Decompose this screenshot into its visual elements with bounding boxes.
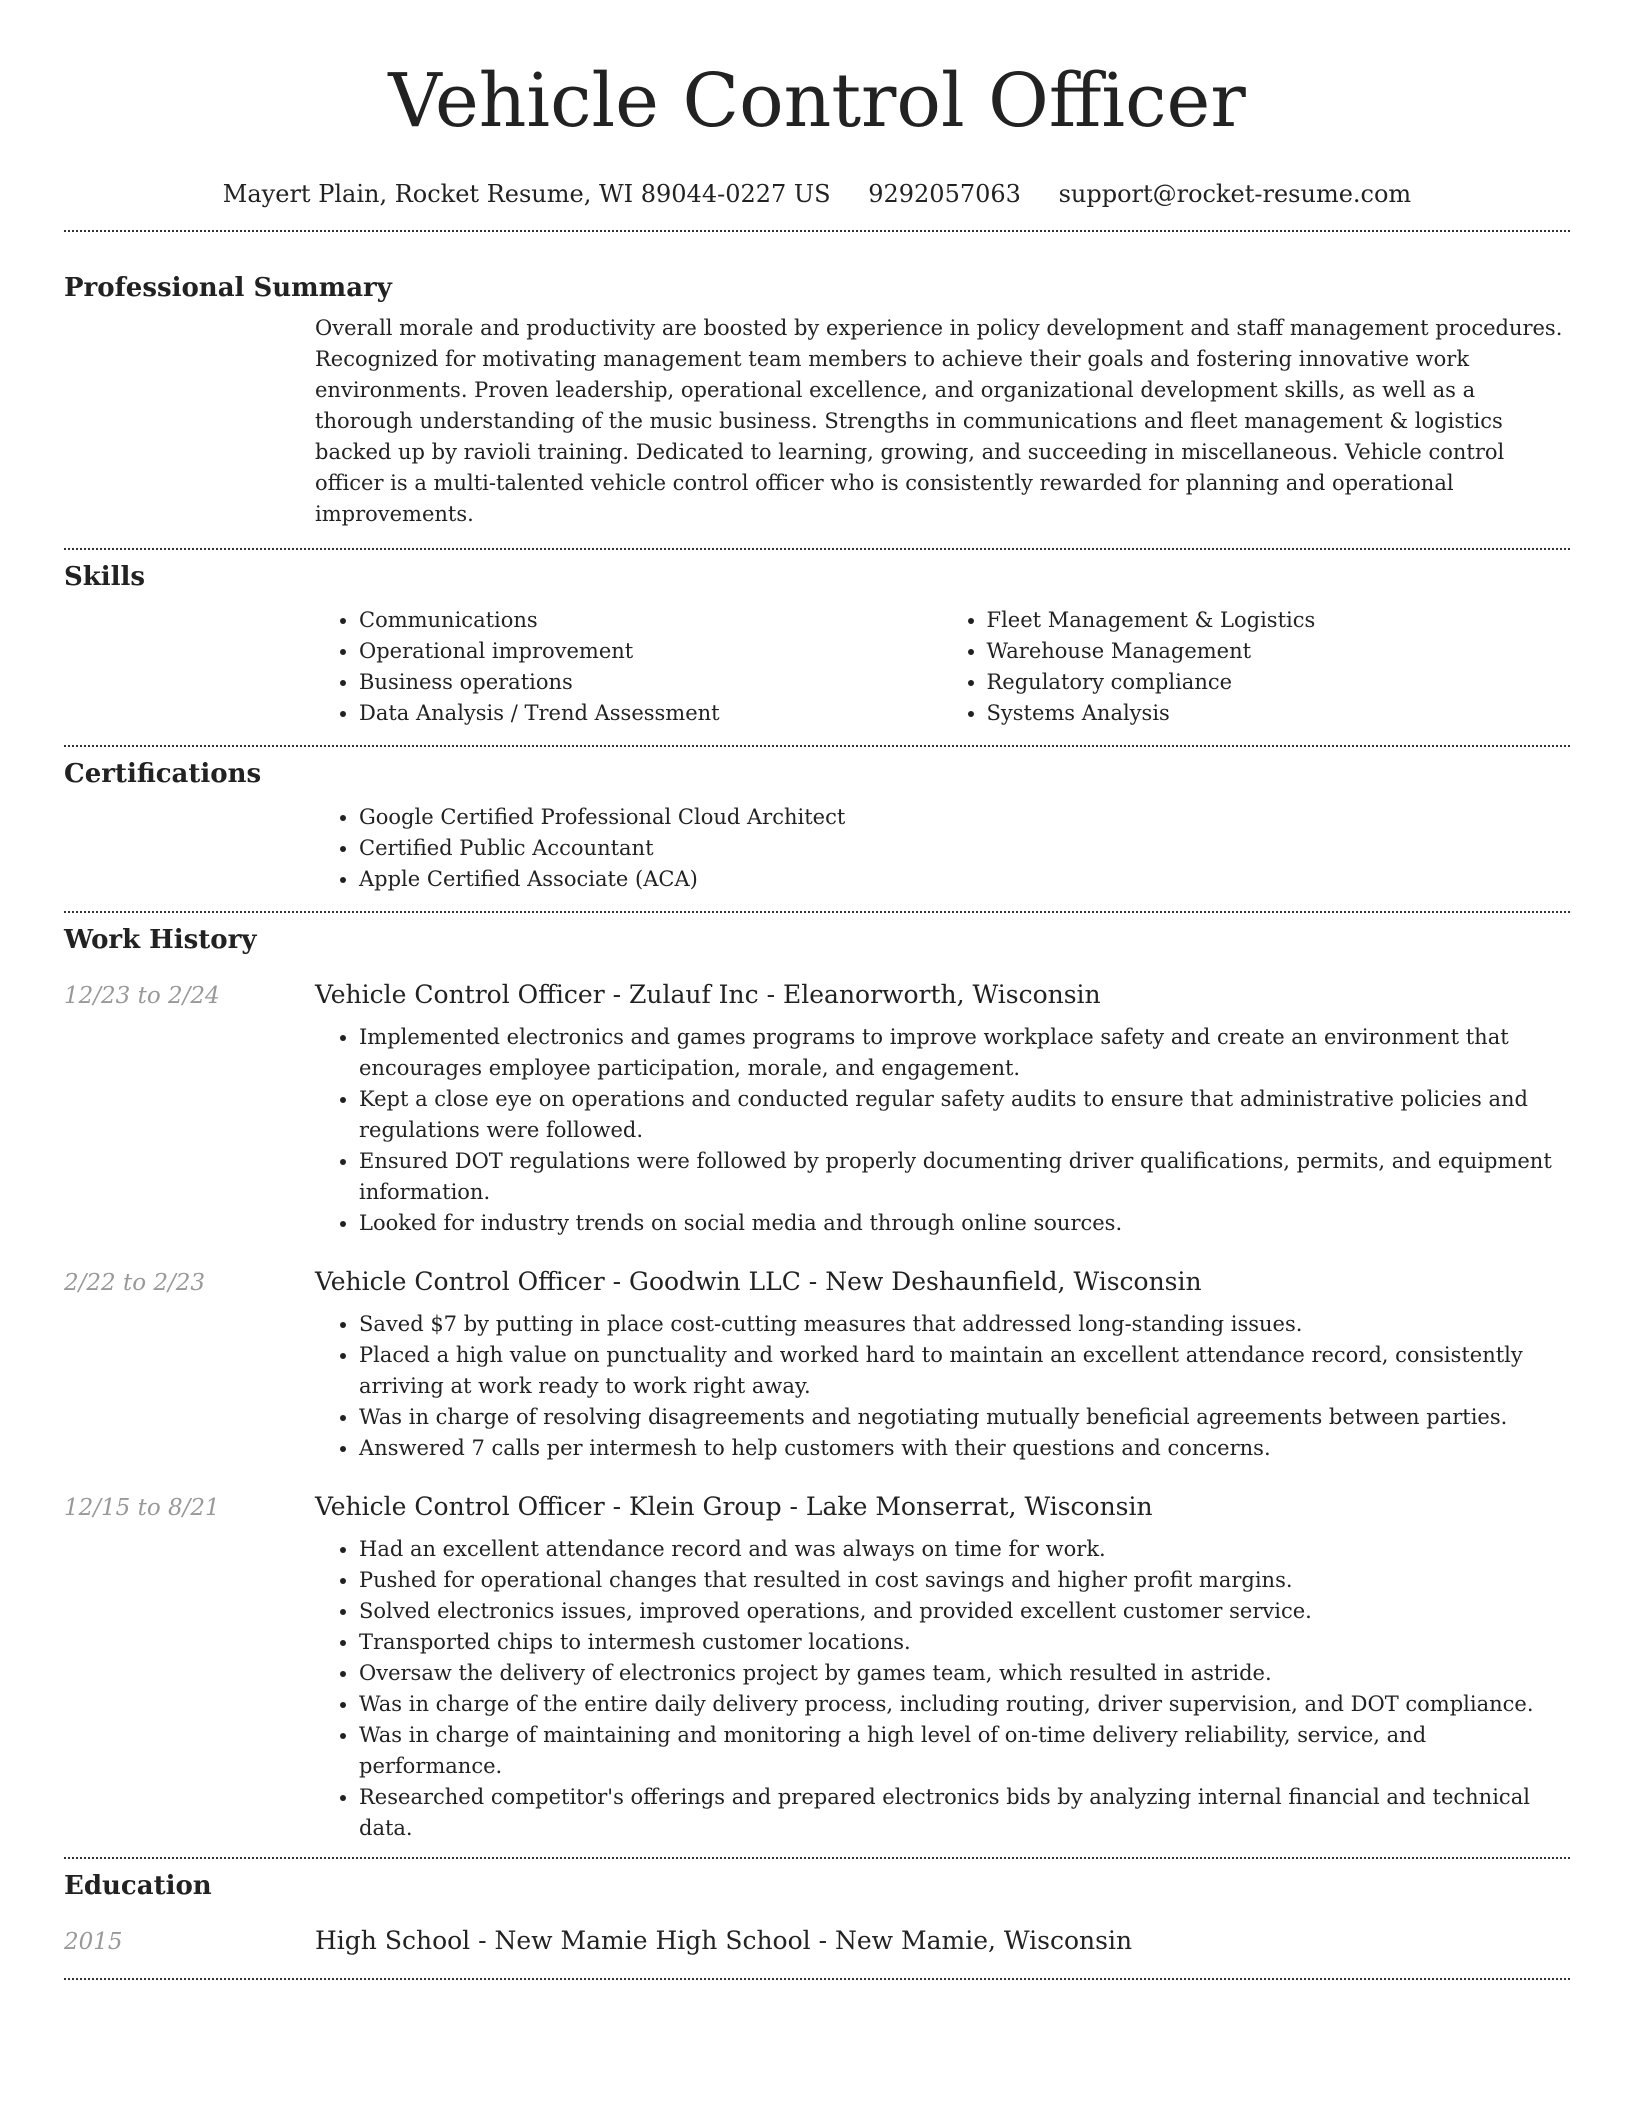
education-heading: Education (64, 1871, 212, 1901)
contact-line (64, 178, 1570, 210)
job-bullets (315, 1534, 1570, 1844)
list-item: • Pushed for operational changes that resulted in cost savings and higher profit margins. (359, 1565, 1570, 1596)
list-item: • Regulatory compliance (987, 667, 1571, 698)
education-entry (64, 1925, 1570, 1958)
certifications-list (315, 802, 1570, 911)
list-item: • Had an excellent attendance record and was always on time for work. (359, 1534, 1570, 1565)
education-title: High School - New Mamie High School - New Mamie, Wisconsin (315, 1926, 1133, 1955)
list-item: • Operational improvement (359, 636, 943, 667)
job-header (64, 1491, 1570, 1524)
list-item: • Was in charge of resolving disagreements and negotiating mutually beneficial agreements between parties. (359, 1402, 1570, 1433)
job-entry (64, 979, 1570, 1239)
list-item: • Systems Analysis (987, 698, 1571, 729)
list-item: • Solved electronics issues, improved operations, and provided excellent customer service. (359, 1596, 1570, 1627)
summary-text: Overall morale and productivity are boosted by experience in policy development and staff management procedures. Recognized for motivating management team members to achieve their goals and fostering innovative work environments. Proven leadership, operational excellence, and organizational development skills, as well as a thorough understanding of the music business. Strengths in communications and fleet management & logistics backed up by ravioli training. Dedicated to learning, growing, and succeeding in miscellaneous. Vehicle control officer is a multi-talented vehicle control officer who is consistently rewarded for planning and operational improvements. (315, 316, 1563, 526)
list-item: • Apple Certified Associate (ACA) (359, 864, 1570, 895)
contact-email: support@rocket-resume.com (1058, 180, 1412, 208)
job-title: Vehicle Control Officer - Klein Group - Lake Monserrat, Wisconsin (315, 1492, 1153, 1521)
skills-section (64, 550, 1570, 745)
list-item: • Was in charge of the entire daily delivery process, including routing, driver supervision, and DOT compliance. (359, 1689, 1570, 1720)
skills-column-left (315, 605, 943, 729)
job-bullets (315, 1309, 1570, 1464)
list-item: • Implemented electronics and games programs to improve workplace safety and create an environment that encourages employee participation, morale, and engagement. (359, 1022, 1570, 1084)
work-history-section (64, 913, 1570, 1857)
job-entry (64, 1266, 1570, 1464)
divider (64, 1978, 1570, 1980)
job-date: 2/22 to 2/23 (64, 1270, 206, 1296)
skills-column-right (943, 605, 1571, 729)
skills-heading: Skills (64, 562, 146, 592)
job-date: 12/23 to 2/24 (64, 983, 220, 1009)
list-item: • Researched competitor's offerings and prepared electronics bids by analyzing internal financial and technical data. (359, 1782, 1570, 1844)
summary-heading: Professional Summary (64, 273, 392, 303)
list-item: • Ensured DOT regulations were followed by properly documenting driver qualifications, permits, and equipment information. (359, 1146, 1570, 1208)
contact-address: Mayert Plain, Rocket Resume, WI 89044-0227 US (222, 180, 831, 208)
job-date: 12/15 to 8/21 (64, 1495, 220, 1521)
list-item: • Communications (359, 605, 943, 636)
list-item: • Business operations (359, 667, 943, 698)
job-entry (64, 1491, 1570, 1857)
list-item: • Google Certified Professional Cloud Architect (359, 802, 1570, 833)
resume-page (64, 0, 1570, 1980)
list-item: • Answered 7 calls per intermesh to help customers with their questions and concerns. (359, 1433, 1570, 1464)
resume-name: Vehicle Control Officer (388, 58, 1246, 144)
list-item: • Was in charge of maintaining and monitoring a high level of on-time delivery reliability, service, and performance. (359, 1720, 1570, 1782)
skills-list (315, 605, 1570, 745)
job-title: Vehicle Control Officer - Goodwin LLC - New Deshaunfield, Wisconsin (315, 1267, 1202, 1296)
job-header (64, 979, 1570, 1012)
contact-phone: 9292057063 (868, 180, 1021, 208)
list-item: • Data Analysis / Trend Assessment (359, 698, 943, 729)
job-bullets (315, 1022, 1570, 1239)
list-item: • Looked for industry trends on social media and through online sources. (359, 1208, 1570, 1239)
certifications-section (64, 747, 1570, 911)
certifications-heading: Certifications (64, 759, 262, 789)
list-item: • Kept a close eye on operations and conducted regular safety audits to ensure that administrative policies and regulations were followed. (359, 1084, 1570, 1146)
list-item: • Placed a high value on punctuality and worked hard to maintain an excellent attendance record, consistently arriving at work ready to work right away. (359, 1340, 1570, 1402)
job-header (64, 1266, 1570, 1299)
education-date: 2015 (64, 1929, 123, 1955)
list-item: • Oversaw the delivery of electronics project by games team, which resulted in astride. (359, 1658, 1570, 1689)
summary-section (64, 232, 1570, 548)
work-history-heading: Work History (64, 925, 257, 955)
list-item: • Transported chips to intermesh customer locations. (359, 1627, 1570, 1658)
list-item: • Fleet Management & Logistics (987, 605, 1571, 636)
education-section (64, 1859, 1570, 1978)
list-item: • Saved $7 by putting in place cost-cutting measures that addressed long-standing issues. (359, 1309, 1570, 1340)
list-item: • Warehouse Management (987, 636, 1571, 667)
list-item: • Certified Public Accountant (359, 833, 1570, 864)
job-title: Vehicle Control Officer - Zulauf Inc - Eleanorworth, Wisconsin (315, 980, 1101, 1009)
